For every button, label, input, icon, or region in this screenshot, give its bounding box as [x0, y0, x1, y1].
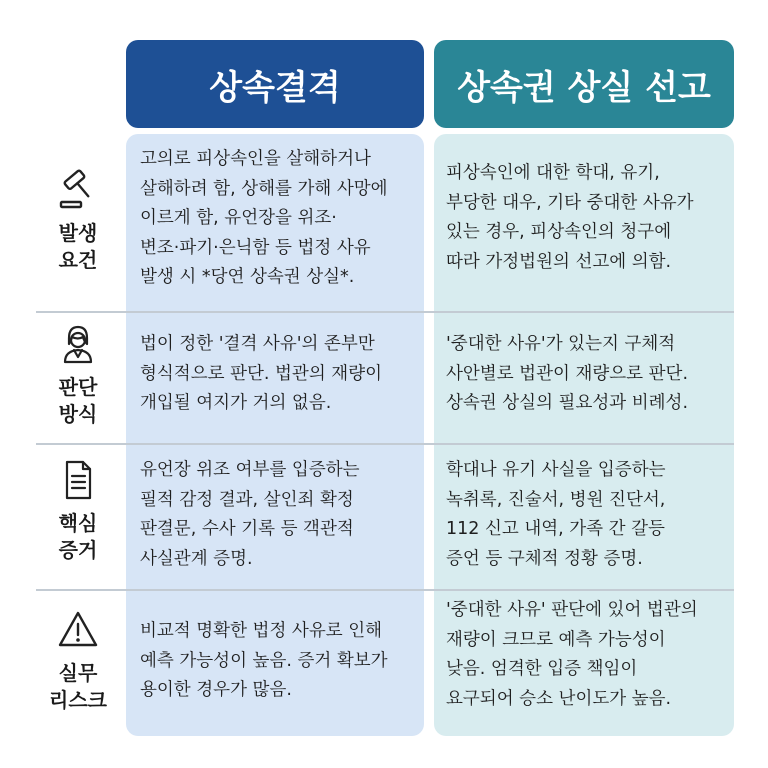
warning-icon [56, 608, 100, 652]
forfeiture-risk-text [446, 596, 730, 714]
text-line: 법이 정한 '결격 사유'의 존부만 [140, 334, 375, 354]
text-line: 변조·파기·은닉함 등 법정 사유 [140, 237, 371, 258]
row-label-line: 핵심 [58, 511, 98, 535]
row-divider [36, 443, 734, 445]
row-label-judgment-method [36, 322, 120, 428]
gavel-icon [56, 168, 100, 212]
forfeiture-judgment-text [446, 330, 730, 419]
text-line: 이르게 함, 유언장을 위조· [140, 208, 337, 228]
text-line: 판결문, 수사 기록 등 객관적 [140, 519, 354, 539]
text-line: 피상속인에 대한 학대, 유기, [446, 163, 660, 183]
row-label-practical-risk [36, 608, 120, 714]
text-line: 유언장 위조 여부를 입증하는 [140, 460, 360, 480]
text-line: 용이한 경우가 많음. [140, 680, 292, 700]
row-divider [36, 311, 734, 313]
row-label-line: 요건 [58, 248, 98, 272]
text-line: 요구되어 승소 난이도가 높음. [446, 688, 672, 709]
text-line: 비교적 명확한 법정 사유로 인해 [140, 621, 383, 641]
text-line: 살해하려 함, 상해를 가해 사망에 [140, 178, 388, 199]
text-line: '중대한 사유' 판단에 있어 법관의 [446, 600, 698, 620]
text-line: 녹취록, 진술서, 병원 진단서, [446, 489, 666, 510]
row-label-line: 발생 [58, 221, 98, 245]
text-line: 낮음. 엄격한 입증 책임이 [446, 659, 638, 679]
text-line: 발생 시 *당연 상속권 상실*. [140, 267, 355, 287]
row-divider [36, 589, 734, 591]
text-line: 고의로 피상속인을 살해하거나 [140, 149, 371, 169]
text-line: 개입될 여지가 거의 없음. [140, 393, 332, 413]
text-line: '중대한 사유'가 있는지 구체적 [446, 334, 676, 354]
text-line: 필적 감정 결과, 살인죄 확정 [140, 489, 354, 510]
text-line: 사안별로 법관이 재량으로 판단. [446, 363, 689, 384]
text-line: 사실관계 증명. [140, 548, 253, 569]
disqualification-requirements-text [140, 145, 420, 293]
row-label-occurrence-requirements [36, 168, 120, 274]
text-line: 부당한 대우, 기타 중대한 사유가 [446, 192, 694, 213]
row-label-line: 실무 [58, 661, 98, 685]
judge-icon [56, 322, 100, 366]
row-label-line: 방식 [58, 402, 98, 426]
text-line: 학대나 유기 사실을 입증하는 [446, 460, 666, 480]
text-line: 따라 가정법원의 선고에 의함. [446, 251, 672, 272]
header-inheritance-disqualification: 상속결격 [126, 40, 424, 128]
row-label-key-evidence [36, 458, 120, 564]
text-line: 형식적으로 판단. 법관의 재량이 [140, 363, 383, 384]
text-line: 상속권 상실의 필요성과 비례성. [446, 393, 689, 413]
disqualification-evidence-text [140, 456, 420, 574]
disqualification-judgment-text [140, 330, 420, 419]
header-inheritance-forfeiture-decree: 상속권 상실 선고 [434, 40, 734, 128]
text-line: 예측 가능성이 높음. 증거 확보가 [140, 650, 388, 671]
text-line: 있는 경우, 피상속인의 청구에 [446, 222, 672, 242]
row-label-line: 판단 [58, 375, 98, 399]
text-line: 재량이 크므로 예측 가능성이 [446, 629, 666, 650]
row-label-line: 증거 [58, 538, 98, 562]
document-icon [56, 458, 100, 502]
text-line: 112 신고 내역, 가족 간 갈등 [446, 519, 665, 539]
row-label-line: 리스크 [49, 688, 107, 712]
disqualification-risk-text [140, 617, 420, 706]
forfeiture-requirements-text [446, 159, 730, 277]
forfeiture-evidence-text [446, 456, 730, 574]
text-line: 증언 등 구체적 정황 증명. [446, 548, 643, 569]
